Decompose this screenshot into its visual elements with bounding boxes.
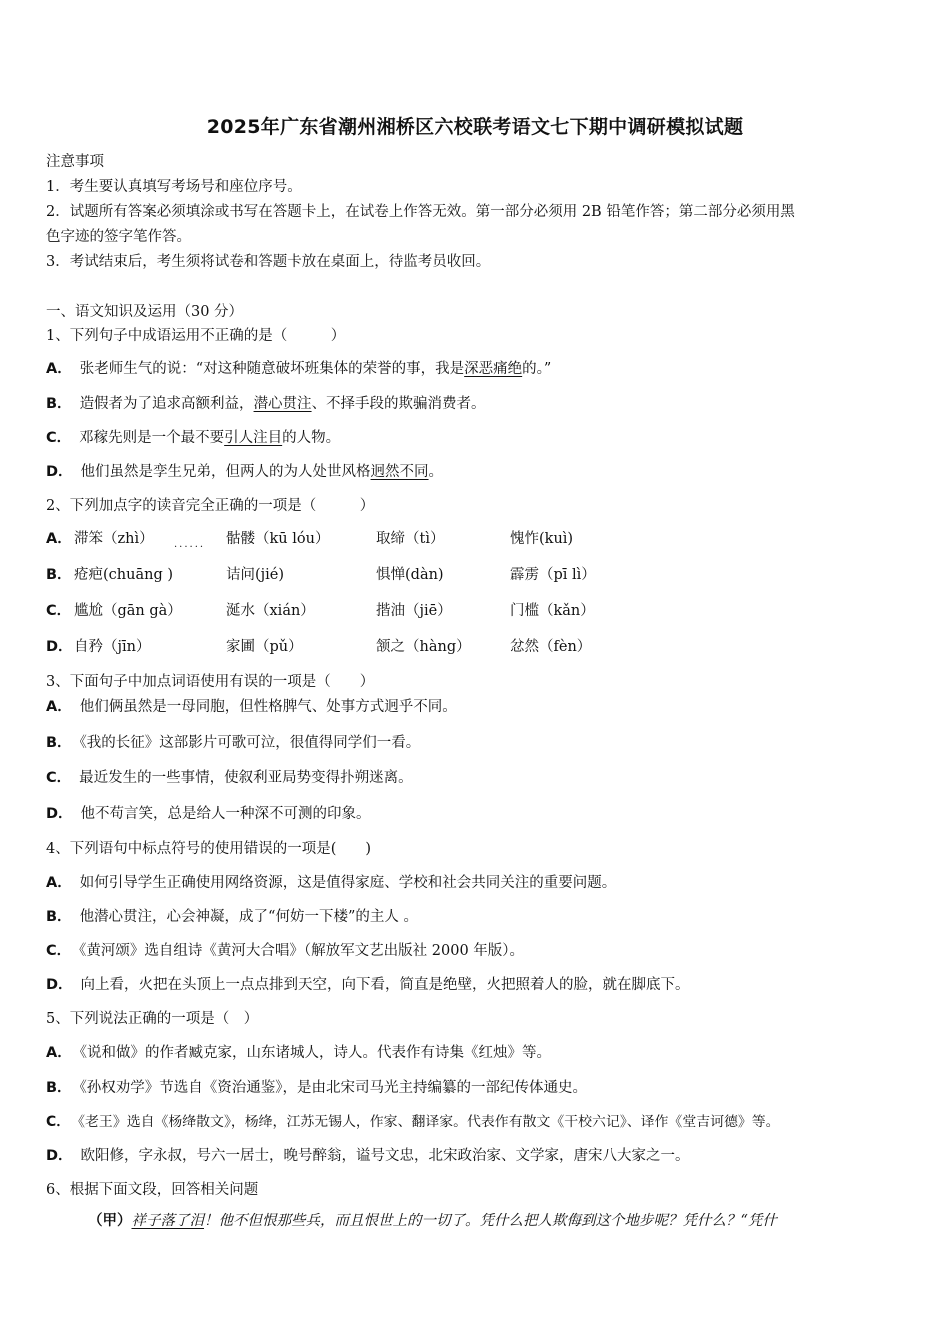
notice-item-1: 1．考生要认真填写考场号和座位序号。: [46, 179, 302, 195]
q2-b-item-1: 疮疤(chuāng ): [74, 567, 173, 583]
q2-b-item-4: 霹雳（pī lì）: [510, 567, 596, 583]
option-text: 他潜心贯注，心会神凝，成了“何妨一下楼”的主人 。: [79, 909, 418, 925]
option-text: 的。”: [522, 361, 552, 377]
option-text: 他们俩虽然是一母同胞，但性格脾气、处事方式迥乎不同。: [79, 699, 457, 715]
q2-c-item-4: 门槛（kǎn）: [510, 603, 595, 619]
option-text: 他不苟言笑，总是给人一种深不可测的印象。: [80, 806, 371, 822]
q3-stem: 3、下面句子中加点词语使用有误的一项是（ ）: [46, 674, 375, 690]
notice-heading: 注意事项: [46, 154, 104, 170]
q1-option-a[interactable]: [46, 360, 551, 378]
option-letter: C．: [46, 430, 72, 446]
passage-label: （甲）: [88, 1212, 132, 1229]
q5-option-a[interactable]: [46, 1044, 551, 1062]
option-text: 邓稼先则是一个最不要: [79, 430, 225, 446]
q3-option-b[interactable]: [46, 734, 420, 752]
q1-option-d[interactable]: [46, 463, 443, 481]
option-letter: B．: [46, 909, 72, 925]
option-text: 的人物。: [282, 430, 341, 446]
q2-d-item-2: 家圃（pǔ）: [226, 639, 303, 655]
emphasis-dots: ......: [174, 539, 206, 550]
q2-stem: 2、下列加点字的读音完全正确的一项是（ ）: [46, 498, 375, 514]
option-text: 《我的长征》这部影片可歌可泣，很值得同学们一看。: [79, 735, 421, 751]
q5-stem: 5、下列说法正确的一项是（ ）: [46, 1011, 259, 1027]
q6-stem: 6、根据下面文段，回答相关问题: [46, 1182, 259, 1198]
option-text: 最近发生的一些事情，使叙利亚局势变得扑朔迷离。: [79, 770, 413, 786]
q3-option-a[interactable]: [46, 698, 457, 716]
option-letter: D．: [46, 806, 73, 822]
option-letter: D．: [46, 464, 73, 480]
q3-option-c[interactable]: [46, 769, 413, 787]
option-letter: B．: [46, 396, 72, 412]
q4-option-c[interactable]: [46, 942, 524, 960]
page-title: 2025年广东省潮州湘桥区六校联考语文七下期中调研模拟试题: [206, 116, 744, 138]
q2-a-item-3: 取缔（tì）: [376, 531, 445, 547]
q4-option-d[interactable]: [46, 976, 690, 994]
underlined-phrase: 祥子落了泪: [131, 1213, 204, 1229]
underlined-idiom: 深恶痛绝: [464, 361, 523, 377]
q5-option-d[interactable]: [46, 1147, 690, 1165]
option-letter: A．: [46, 699, 72, 715]
option-text: 向上看，火把在头顶上一点点排到天空，向下看，简直是绝壁，火把照着人的脸，就在脚底下。: [80, 977, 690, 993]
underlined-idiom: 迥然不同: [370, 464, 429, 480]
underlined-idiom: 引人注目: [224, 430, 283, 446]
option-text: 如何引导学生正确使用网络资源，这是值得家庭、学校和社会共同关注的重要问题。: [79, 875, 617, 891]
q2-c-item-1: 尴尬（gān gà）: [74, 603, 182, 619]
q2-d-item-1: 自矜（jīn）: [74, 639, 151, 655]
option-letter: B．: [46, 567, 72, 583]
underlined-idiom: 潜心贯注: [253, 396, 312, 412]
notice-item-2: 2．试题所有答案必须填涂或书写在答题卡上，在试卷上作答无效。第一部分必须用 2B 铅笔作答；第二部分必须用黑: [46, 204, 795, 220]
option-letter: D．: [46, 1148, 73, 1164]
option-letter: B．: [46, 1080, 72, 1096]
q2-a-item-1: 滞笨（zhì）: [74, 531, 154, 547]
option-letter: A．: [46, 531, 72, 547]
q2-b-item-3: 惧惮(dàn): [376, 567, 444, 583]
notice-item-2-cont: 色字迹的签字笔作答。: [46, 229, 191, 245]
q1-stem: 1、下列句子中成语运用不正确的是（ ）: [46, 328, 346, 344]
option-text: 《老王》选自《杨绛散文》，杨绛，江苏无锡人，作家、翻译家。代表作有散文《干校六记》、译作《堂吉诃德》等。: [78, 1114, 780, 1130]
option-text: 《说和做》的作者臧克家，山东诸城人，诗人。代表作有诗集《红烛》等。: [79, 1045, 551, 1061]
option-letter: A．: [46, 1045, 72, 1061]
option-text: 造假者为了追求高额利益，: [79, 396, 254, 412]
option-text: 、不择手段的欺骗消费者。: [311, 396, 486, 412]
q2-c-item-3: 揩油（jiē）: [376, 603, 452, 619]
q4-option-a[interactable]: [46, 874, 616, 892]
option-text: 。: [428, 464, 444, 480]
q5-option-b[interactable]: [46, 1079, 587, 1097]
option-letter: B．: [46, 735, 72, 751]
option-letter: C．: [46, 943, 72, 959]
option-letter: C．: [46, 603, 72, 619]
notice-item-3: 3．考试结束后，考生须将试卷和答题卡放在桌面上，待监考员收回。: [46, 254, 491, 270]
option-text: 张老师生气的说：“对这种随意破坏班集体的荣誉的事，我是: [79, 361, 465, 377]
q6-passage: [88, 1212, 777, 1230]
q3-option-d[interactable]: [46, 805, 371, 823]
option-letter: A．: [46, 361, 72, 377]
passage-text: ！他不但恨那些兵，而且恨世上的一切了。凭什么把人欺侮到这个地步呢？凭什么？“凭什: [204, 1213, 777, 1229]
q2-b-item-2: 诘问(jié): [226, 567, 285, 583]
q4-stem: 4、下列语句中标点符号的使用错误的一项是( ): [46, 841, 372, 857]
option-letter: C．: [46, 770, 72, 786]
option-letter: A．: [46, 875, 72, 891]
q4-option-b[interactable]: [46, 908, 418, 926]
option-letter: D．: [46, 639, 73, 655]
q2-a-item-2: 骷髅（kū lóu）: [226, 531, 330, 547]
option-text: 他们虽然是孪生兄弟，但两人的为人处世风格: [80, 464, 371, 480]
section-heading: 一、语文知识及运用（30 分）: [46, 304, 244, 320]
option-letter: D．: [46, 977, 73, 993]
q1-option-b[interactable]: [46, 395, 486, 413]
q2-d-item-3: 颔之（hàng）: [376, 639, 471, 655]
q2-a-item-4: 愧怍(kuì): [510, 531, 574, 547]
q5-option-c[interactable]: [46, 1113, 780, 1131]
option-text: 《孙权劝学》节选自《资治通鉴》，是由北宋司马光主持编纂的一部纪传体通史。: [79, 1080, 588, 1096]
q1-option-c[interactable]: [46, 429, 340, 447]
option-letter: C．: [46, 1114, 71, 1130]
q2-c-item-2: 涎水（xián）: [226, 603, 315, 619]
q2-d-item-4: 忿然（fèn）: [510, 639, 592, 655]
option-text: 《黄河颂》选自组诗《黄河大合唱》（解放军文艺出版社 2000 年版）。: [79, 943, 525, 959]
option-text: 欧阳修，字永叔，号六一居士，晚号醉翁，谥号文忠，北宋政治家、文学家，唐宋八大家之一。: [80, 1148, 690, 1164]
